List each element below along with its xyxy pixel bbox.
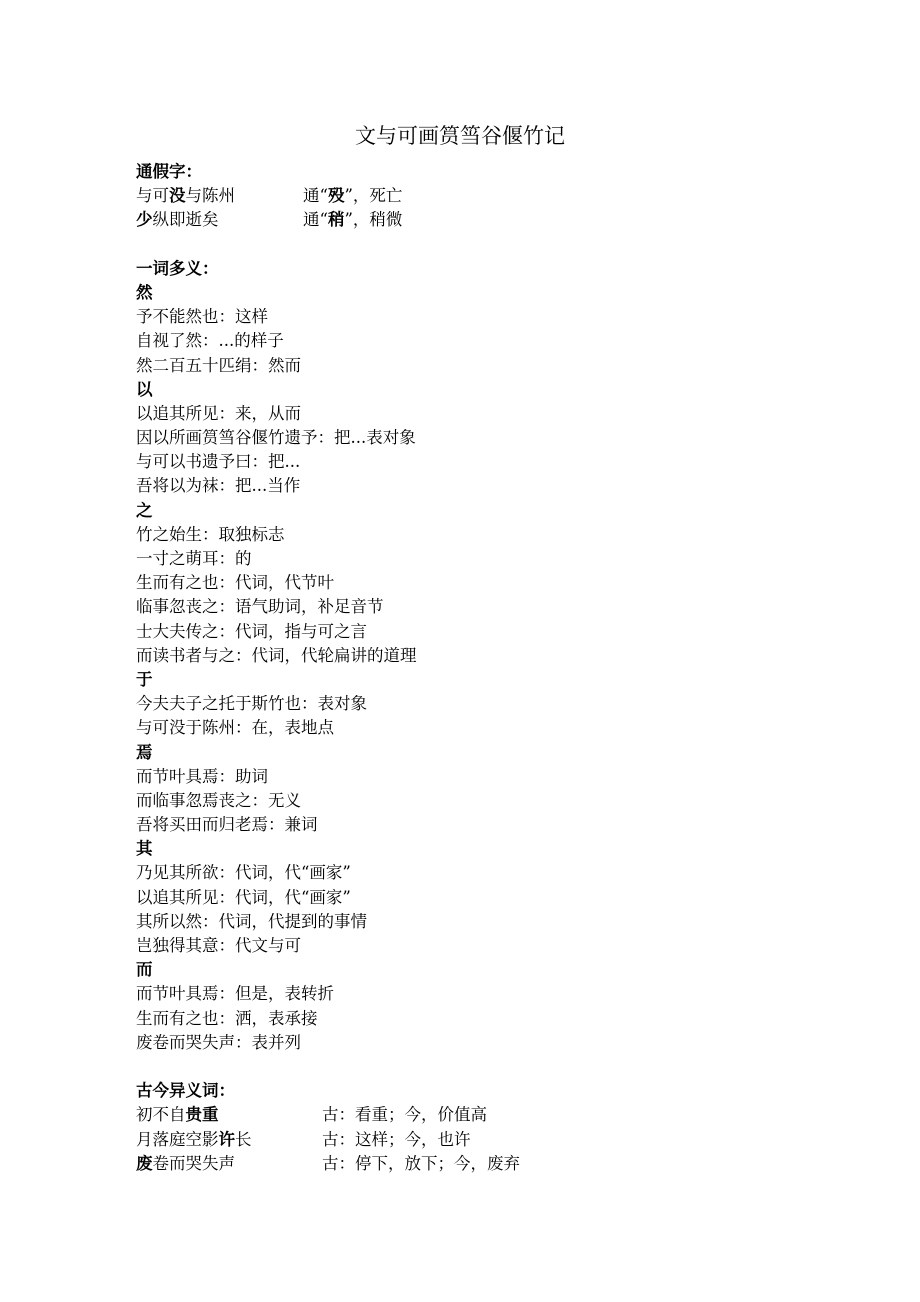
gujinyiyici-meaning: 古：这样；今，也许 xyxy=(322,1129,471,1149)
gujinyiyici-meaning: 古：停下，放下；今，废弃 xyxy=(322,1153,520,1173)
gujinyiyici-example: 废卷而哭失声 xyxy=(136,1153,235,1173)
gujinyiyici-row xyxy=(136,1152,836,1176)
polysemy-word: 以 xyxy=(136,379,153,399)
polysemy-example: 废卷而哭失声：表并列 xyxy=(136,1032,301,1052)
polysemy-example: 自视了然：...的样子 xyxy=(136,331,284,351)
polysemy-word: 之 xyxy=(136,500,153,520)
polysemy-example: 而临事忽焉丧之：无义 xyxy=(136,790,301,810)
polysemy-word: 然 xyxy=(136,282,153,302)
polysemy-example: 予不能然也：这样 xyxy=(136,307,268,327)
tongjiazi-example: 少纵即逝矣 xyxy=(136,210,219,230)
gujinyiyici-key-word: 废 xyxy=(136,1153,153,1173)
tongjiazi-row xyxy=(136,184,836,208)
section-heading-tongjiazi: 通假字： xyxy=(136,162,202,181)
polysemy-example: 生而有之也：洒，表承接 xyxy=(136,1008,318,1028)
polysemy-word: 焉 xyxy=(136,742,153,762)
polysemy-example: 竹之始生：取独标志 xyxy=(136,524,285,544)
polysemy-example: 一寸之萌耳：的 xyxy=(136,549,252,568)
document-title: 文与可画筼筜谷偃竹记 xyxy=(355,124,565,148)
tongjiazi-target-char: 稍 xyxy=(327,210,345,230)
polysemy-word: 于 xyxy=(136,669,153,689)
gujinyiyici-example: 初不自贵重 xyxy=(136,1105,219,1125)
polysemy-example: 而读书者与之：代词，代轮扁讲的道理 xyxy=(136,645,417,665)
tongjiazi-note: 通“殁”，死亡 xyxy=(303,186,403,206)
polysemy-example: 吾将以为袜：把...当作 xyxy=(136,476,301,496)
yicisuoyi-list xyxy=(136,281,836,1055)
polysemy-example: 今夫夫子之托于斯竹也：表对象 xyxy=(136,694,367,714)
polysemy-example: 以追其所见：来，从而 xyxy=(136,403,301,423)
tongjiazi-example: 与可没与陈州 xyxy=(136,186,235,206)
gujinyiyici-list xyxy=(136,1103,836,1176)
gujinyiyici-key-word: 贵重 xyxy=(185,1105,219,1125)
gujinyiyici-example: 月落庭空影许长 xyxy=(136,1129,252,1149)
polysemy-example: 乃见其所欲：代词，代“画家” xyxy=(136,863,351,883)
section-heading-yicisuoyi: 一词多义： xyxy=(136,258,219,278)
polysemy-example: 然二百五十匹绢：然而 xyxy=(136,355,301,375)
polysemy-word: 而 xyxy=(136,960,153,980)
gujinyiyici-key-word: 许 xyxy=(218,1129,235,1149)
polysemy-example: 临事忽丧之：语气助词，补足音节 xyxy=(136,597,384,617)
polysemy-example: 士大夫传之：代词，指与可之言 xyxy=(136,621,367,641)
spacer xyxy=(136,1055,836,1079)
polysemy-example: 吾将买田而归老焉：兼词 xyxy=(136,815,318,835)
tongjiazi-note: 通“稍”，稍微 xyxy=(303,210,403,230)
gujinyiyici-meaning: 古：看重；今，价值高 xyxy=(322,1105,487,1125)
polysemy-example: 而节叶具焉：但是，表转折 xyxy=(136,984,334,1004)
polysemy-example: 以追其所见：代词，代“画家” xyxy=(136,887,351,907)
polysemy-example: 其所以然：代词，代提到的事情 xyxy=(136,911,367,931)
tongjiazi-row xyxy=(136,208,836,232)
polysemy-example: 生而有之也：代词，代节叶 xyxy=(136,573,334,593)
gujinyiyici-row xyxy=(136,1103,836,1127)
polysemy-example: 与可以书遗予曰：把... xyxy=(136,452,301,472)
tongjiazi-key-char: 没 xyxy=(169,186,186,206)
tongjiazi-key-char: 少 xyxy=(136,210,153,230)
section-heading-gujinyiyici: 古今异义词： xyxy=(136,1081,235,1101)
polysemy-example: 而节叶具焉：助词 xyxy=(136,766,268,786)
polysemy-example: 与可没于陈州：在，表地点 xyxy=(136,718,334,738)
gujinyiyici-row xyxy=(136,1128,836,1152)
tongjiazi-list xyxy=(136,184,836,232)
polysemy-word: 其 xyxy=(136,839,153,859)
document-body xyxy=(136,160,836,1176)
tongjiazi-target-char: 殁 xyxy=(327,186,345,206)
polysemy-example: 因以所画筼筜谷偃竹遗予：把...表对象 xyxy=(136,428,416,448)
polysemy-example: 岂独得其意：代文与可 xyxy=(136,936,301,955)
spacer xyxy=(136,233,836,257)
